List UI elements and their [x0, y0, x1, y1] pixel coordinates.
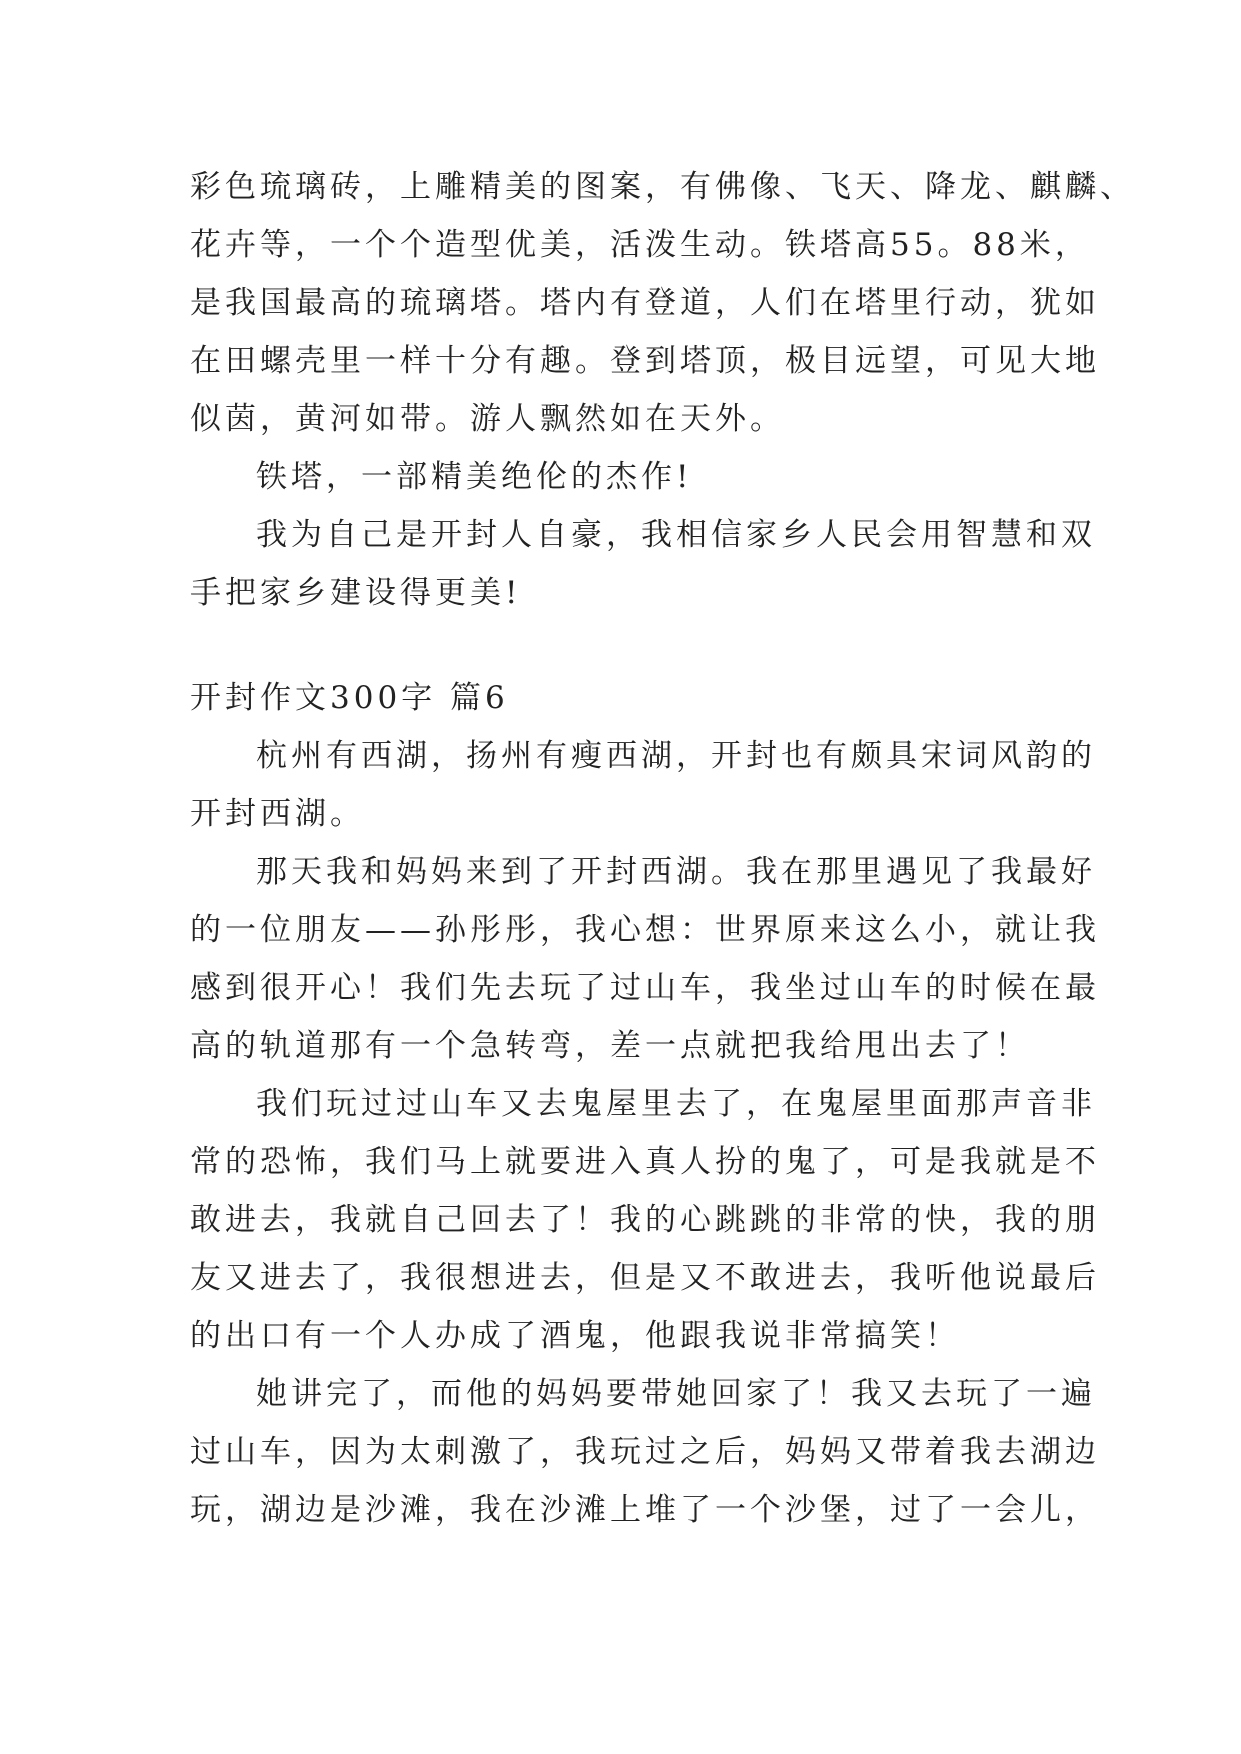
paragraph-start-line: 铁塔，一部精美绝伦的杰作! [256, 459, 693, 495]
text-line: 的出口有一个人办成了酒鬼，他跟我说非常搞笑！ [190, 1318, 960, 1354]
text-line: 过山车，因为太刺激了，我玩过之后，妈妈又带着我去湖边 [190, 1434, 1100, 1470]
text-line: 玩，湖边是沙滩，我在沙滩上堆了一个沙堡，过了一会儿， [190, 1492, 1100, 1528]
text-line: 常的恐怖，我们马上就要进入真人扮的鬼了，可是我就是不 [190, 1144, 1100, 1180]
text-line: 是我国最高的琉璃塔。塔内有登道，人们在塔里行动，犹如 [190, 285, 1100, 321]
paragraph-start-line: 我们玩过过山车又去鬼屋里去了，在鬼屋里面那声音非 [256, 1086, 1096, 1122]
text-line: 在田螺壳里一样十分有趣。登到塔顶，极目远望，可见大地 [190, 343, 1100, 379]
paragraph-start-line: 我为自己是开封人自豪，我相信家乡人民会用智慧和双 [256, 517, 1096, 553]
text-line: 的一位朋友——孙彤彤，我心想：世界原来这么小，就让我 [190, 912, 1100, 948]
paragraph-start-line: 那天我和妈妈来到了开封西湖。我在那里遇见了我最好 [256, 854, 1096, 890]
text-line: 敢进去，我就自己回去了！我的心跳跳的非常的快，我的朋 [190, 1202, 1100, 1238]
text-line: 手把家乡建设得更美! [190, 575, 522, 611]
section-heading: 开封作文300字 篇6 [190, 680, 509, 716]
text-line: 彩色琉璃砖，上雕精美的图案，有佛像、飞天、降龙、麒麟、 [190, 169, 1135, 205]
paragraph-start-line: 她讲完了，而他的妈妈要带她回家了！我又去玩了一遍 [256, 1376, 1096, 1412]
text-line: 感到很开心！我们先去玩了过山车，我坐过山车的时候在最 [190, 970, 1100, 1006]
text-line: 友又进去了，我很想进去，但是又不敢进去，我听他说最后 [190, 1260, 1100, 1296]
document-content [190, 158, 1135, 1539]
text-line: 高的轨道那有一个急转弯，差一点就把我给甩出去了！ [190, 1028, 1030, 1064]
text-line: 花卉等，一个个造型优美，活泼生动。铁塔高55。88米， [190, 227, 1090, 263]
paragraph-start-line: 杭州有西湖，扬州有瘦西湖，开封也有颇具宋词风韵的 [256, 738, 1096, 774]
text-line: 开封西湖。 [190, 796, 365, 832]
text-line: 似茵，黄河如带。游人飘然如在天外。 [190, 401, 785, 437]
